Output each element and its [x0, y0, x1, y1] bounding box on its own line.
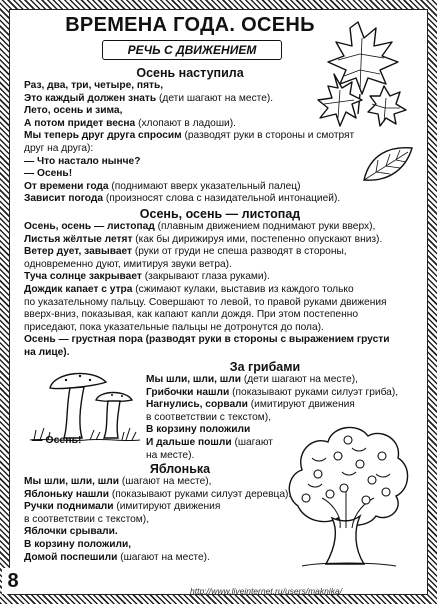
section-heading-autumn-came: Осень наступила [136, 66, 244, 80]
text-line: Зависит погода (произносят слова с назидательной интонацией). [24, 193, 341, 205]
text-line: Листья жёлтые летят (как бы дирижируя ими, постепенно опускают вниз). [24, 233, 383, 245]
text-line: на лице). [24, 346, 70, 358]
page-number: 8 [2, 568, 24, 594]
text-line: Мы шли, шли, шли (шагают на месте), [24, 476, 212, 487]
page-title: ВРЕМЕНА ГОДА. ОСЕНЬ [65, 14, 315, 36]
text-line: Грибочки нашли (показывают руками силуэт гриба), [146, 386, 399, 398]
section-heading-mushrooms: За грибами [229, 360, 301, 374]
text-line: От времени года (поднимают вверх указательный палец) [24, 180, 301, 192]
text-line: И дальше пошли (шагают [146, 436, 273, 448]
text-line: Осень — грустная пора (разводят руки в стороны с выражением грусти [24, 334, 390, 346]
text-line: Мы шли, шли, шли (дети шагают на месте), [146, 374, 358, 385]
text-line: на месте). [146, 449, 195, 461]
text-line: Ручки поднимали (имитируют движения [24, 501, 221, 513]
text-line: друг на друга): [24, 142, 94, 154]
section-heading-apple-tree: Яблонька [149, 462, 211, 476]
text-line: приседают, пока указательные пальцы не дотронутся до пола). [24, 321, 324, 333]
text-line: в соответствии с текстом), [146, 411, 272, 423]
text-line: Нагнулись, сорвали (имитируют движения [146, 399, 355, 411]
text-line: Домой поспешили (шагают на месте). [24, 551, 210, 563]
text-line: Это каждый должен знать (дети шагают на месте). [24, 92, 274, 104]
section-heading-leaf-fall: Осень, осень — листопад [139, 207, 301, 221]
section-body-leaf-fall [24, 221, 416, 360]
text-line: — Осень! [24, 168, 73, 180]
text-line: по указательному пальцу. Совершают то левой, то правой руками движения [24, 296, 387, 308]
text-line: В корзину положили, [24, 538, 132, 550]
text-line: Раз, два, три, четыре, пять, [24, 80, 164, 91]
text-line: Яблоньку нашли (показывают руками силуэт деревца). [24, 488, 292, 500]
text-line: вверх-вниз, показывая, как капают капли дождя. При этом постепенно [24, 309, 358, 321]
text-line: Лето, осень и зима, [24, 105, 123, 117]
text-line: одновременно дуют, имитируя звуки ветра). [24, 258, 232, 270]
text-line: Туча солнце закрывает (закрывают глаза руками). [24, 271, 270, 283]
text-line: — Что настало нынче? [24, 155, 141, 167]
watermark-url: http://www.liveinternet.ru/users/maknika/ [190, 586, 343, 596]
section-body-autumn-came [24, 80, 364, 206]
text-line: Мы теперь друг друга спросим (разводят руки в стороны и смотрят [24, 130, 355, 142]
text-line: Яблочки срывали. [24, 526, 118, 538]
text-line: Осень, осень — листопад (плавным движением поднимают руки вверх), [24, 221, 376, 232]
leaf-illustration [360, 142, 416, 188]
text-line: А потом придет весна (хлопают в ладоши). [24, 117, 236, 129]
text-line: Дождик капает с утра (сжимают кулаки, выставив из каждого только [24, 283, 354, 295]
text-line: Ветер дует, завывает (руки от груди не спеша разводят в стороны, [24, 246, 347, 258]
section-body-apple-tree [24, 476, 294, 564]
text-line: В корзину положили [146, 424, 251, 436]
page-subtitle: РЕЧЬ С ДВИЖЕНИЕМ [102, 40, 282, 60]
text-line: в соответствии с текстом), [24, 513, 150, 525]
apple-tree-illustration [282, 418, 414, 578]
mushroom-caption: — Осень! [32, 434, 82, 446]
